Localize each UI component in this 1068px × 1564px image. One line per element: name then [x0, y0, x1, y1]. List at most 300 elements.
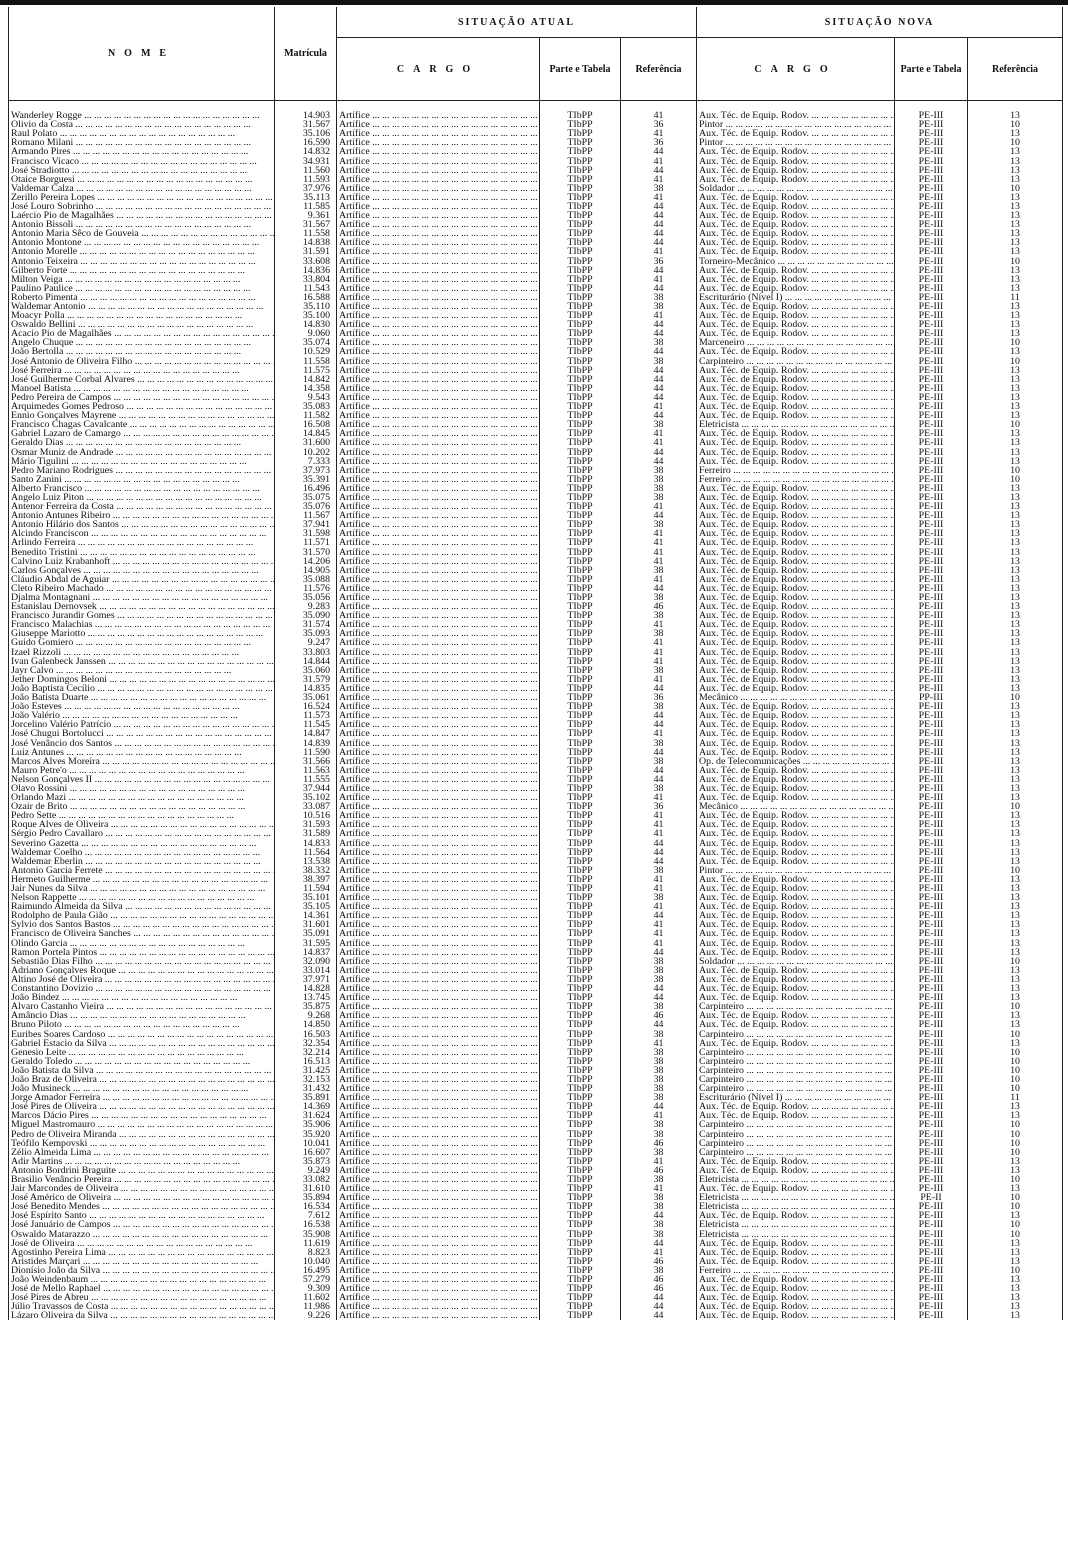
parte-tabela-nova-cell: PE-III: [895, 939, 968, 948]
cargo-nova-cell: Aux. Téc. de Equip. Rodov. ... .: [697, 1239, 895, 1248]
cargo-atual-cell: Artífice ... .: [337, 1139, 540, 1148]
table-row: [9, 347, 1063, 356]
parte-tabela-nova-cell: PE-III: [895, 384, 968, 393]
parte-tabela-nova-cell: PE-III: [895, 493, 968, 502]
matricula-cell: 7.333: [275, 457, 337, 466]
cargo-nova-cell: Escriturário (Nível I) ... .: [697, 293, 895, 302]
parte-tabela-atual-cell: TIbPP: [540, 193, 621, 202]
table-row: [9, 593, 1063, 602]
cargo-atual-cell: Artífice ... .: [337, 1302, 540, 1311]
referencia-atual-cell: 44: [621, 329, 697, 338]
matricula-cell: 14.903: [275, 111, 337, 120]
parte-tabela-atual-cell: TIbPP: [540, 1029, 621, 1038]
parte-tabela-nova-cell: PE-III: [895, 147, 968, 156]
parte-tabela-atual-cell: TIbPP: [540, 729, 621, 738]
cargo-nova-cell: Aux. Téc. de Equip. Rodov. ... .: [697, 1166, 895, 1175]
nome-cell: Alvaro Castanho Vieira ... .: [9, 1002, 275, 1011]
nome-cell: Antonio Antunes Ribeiro ... .: [9, 511, 275, 520]
parte-tabela-atual-cell: TIbPP: [540, 1302, 621, 1311]
parte-tabela-atual-cell: TIbPP: [540, 475, 621, 484]
matricula-cell: 10.040: [275, 1257, 337, 1266]
matricula-cell: 33.087: [275, 802, 337, 811]
cargo-nova-cell: Aux. Téc. de Equip. Rodov. ... .: [697, 1257, 895, 1266]
table-row: [9, 257, 1063, 266]
referencia-atual-cell: 46: [621, 1275, 697, 1284]
parte-tabela-nova-cell: PE-III: [895, 156, 968, 165]
referencia-atual-cell: 44: [621, 1302, 697, 1311]
table-row: [9, 1157, 1063, 1166]
matricula-cell: 35.105: [275, 902, 337, 911]
parte-tabela-atual-cell: TIbPP: [540, 384, 621, 393]
nome-cell: José Espírito Santo ... .: [9, 1211, 275, 1220]
cargo-atual-cell: Artífice ... .: [337, 447, 540, 456]
cargo-atual-cell: Artífice ... .: [337, 520, 540, 529]
parte-tabela-nova-cell: PE-III: [895, 575, 968, 584]
parte-tabela-atual-cell: TIbPP: [540, 1057, 621, 1066]
referencia-atual-cell: 38: [621, 1202, 697, 1211]
parte-tabela-atual-cell: TIbPP: [540, 1120, 621, 1129]
cargo-atual-cell: Artífice ... .: [337, 1266, 540, 1275]
referencia-nova-cell: 13: [968, 684, 1063, 693]
cargo-nova-cell: Aux. Téc. de Equip. Rodov. ... .: [697, 1020, 895, 1029]
matricula-cell: 14.830: [275, 320, 337, 329]
parte-tabela-nova-cell: PE-III: [895, 657, 968, 666]
referencia-nova-cell: 13: [968, 702, 1063, 711]
table-row: [9, 1066, 1063, 1075]
referencia-nova-cell: 13: [968, 920, 1063, 929]
parte-tabela-atual-cell: TIbPP: [540, 566, 621, 575]
referencia-atual-cell: 41: [621, 275, 697, 284]
nome-cell: Jair Nunes da Silva ... .: [9, 884, 275, 893]
referencia-nova-cell: 10: [968, 1075, 1063, 1084]
referencia-nova-cell: 13: [968, 548, 1063, 557]
cargo-atual-cell: Artífice ... .: [337, 929, 540, 938]
cargo-atual-cell: Artífice ... .: [337, 548, 540, 557]
matricula-cell: 10.516: [275, 811, 337, 820]
table-row: [9, 166, 1063, 175]
nome-cell: Armando Pires ... .: [9, 147, 275, 156]
referencia-atual-cell: 38: [621, 1066, 697, 1075]
matricula-cell: 14.905: [275, 566, 337, 575]
referencia-nova-cell: 13: [968, 993, 1063, 1002]
table-row: [9, 138, 1063, 147]
matricula-cell: 11.594: [275, 884, 337, 893]
referencia-nova-cell: 13: [968, 1275, 1063, 1284]
parte-tabela-nova-cell: PE-III: [895, 211, 968, 220]
matricula-cell: 31.600: [275, 438, 337, 447]
cargo-atual-cell: Artífice ... .: [337, 839, 540, 848]
cargo-nova-cell: Aux. Téc. de Equip. Rodov. ... .: [697, 220, 895, 229]
cargo-atual-cell: Artífice ... .: [337, 1202, 540, 1211]
parte-tabela-atual-cell: TIbPP: [540, 538, 621, 547]
cargo-nova-cell: Aux. Téc. de Equip. Rodov. ... .: [697, 1284, 895, 1293]
table-row: [9, 366, 1063, 375]
matricula-cell: 35.091: [275, 929, 337, 938]
table-row: [9, 1184, 1063, 1193]
cargo-atual-cell: Artífice ... .: [337, 984, 540, 993]
parte-tabela-nova-cell: PE-III: [895, 275, 968, 284]
referencia-nova-cell: 10: [968, 475, 1063, 484]
cargo-atual-cell: Artífice ... .: [337, 111, 540, 120]
referencia-atual-cell: 41: [621, 875, 697, 884]
cargo-atual-cell: Artífice ... .: [337, 1239, 540, 1248]
matricula-cell: 11.576: [275, 584, 337, 593]
parte-tabela-atual-cell: TIbPP: [540, 366, 621, 375]
referencia-nova-cell: 13: [968, 766, 1063, 775]
nome-cell: João Baptista Cecílio ... .: [9, 684, 275, 693]
referencia-atual-cell: 38: [621, 629, 697, 638]
nome-cell: João Bindez ... .: [9, 993, 275, 1002]
parte-tabela-nova-cell: PE-III: [895, 447, 968, 456]
cargo-nova-cell: Aux. Téc. de Equip. Rodov. ... .: [697, 966, 895, 975]
referencia-nova-cell: 13: [968, 266, 1063, 275]
parte-tabela-nova-cell: PE-III: [895, 284, 968, 293]
referencia-atual-cell: 41: [621, 557, 697, 566]
referencia-nova-cell: 13: [968, 111, 1063, 120]
table-row: [9, 1275, 1063, 1284]
referencia-nova-cell: 10: [968, 1175, 1063, 1184]
referencia-atual-cell: 44: [621, 775, 697, 784]
cargo-nova-cell: Aux. Téc. de Equip. Rodov. ... .: [697, 766, 895, 775]
referencia-atual-cell: 41: [621, 793, 697, 802]
cargo-nova-cell: Aux. Téc. de Equip. Rodov. ... .: [697, 175, 895, 184]
parte-tabela-atual-cell: TIbPP: [540, 702, 621, 711]
matricula-cell: 14.847: [275, 729, 337, 738]
cargo-atual-cell: Artífice ... .: [337, 802, 540, 811]
nome-cell: João Weindenbaum ... .: [9, 1275, 275, 1284]
referencia-nova-cell: 13: [968, 166, 1063, 175]
referencia-nova-cell: 13: [968, 638, 1063, 647]
matricula-cell: 11.564: [275, 848, 337, 857]
nome-cell: Ivan Galenbeck Janssen ... .: [9, 657, 275, 666]
parte-tabela-nova-cell: PE-III: [895, 884, 968, 893]
parte-tabela-nova-cell: PE-III: [895, 1075, 968, 1084]
nome-cell: Francisco Jurandir Gomes ... .: [9, 611, 275, 620]
parte-tabela-atual-cell: TIbPP: [540, 1230, 621, 1239]
cargo-atual-cell: Artífice ... .: [337, 1075, 540, 1084]
matricula-cell: 14.839: [275, 738, 337, 747]
cargo-atual-cell: Artífice ... .: [337, 1230, 540, 1239]
nome-cell: Antonio Maria Sêco de Gouveia ... .: [9, 229, 275, 238]
referencia-nova-cell: 13: [968, 1211, 1063, 1220]
parte-tabela-nova-cell: PE-III: [895, 766, 968, 775]
matricula-cell: 31.567: [275, 220, 337, 229]
parte-tabela-nova-cell: PE-III: [895, 1266, 968, 1275]
parte-tabela-atual-cell: TIbPP: [540, 502, 621, 511]
nome-cell: Romano Milani ... .: [9, 138, 275, 147]
cargo-nova-cell: Aux. Téc. de Equip. Rodov. ... .: [697, 484, 895, 493]
nome-cell: Raul Polato ... .: [9, 129, 275, 138]
cargo-nova-cell: Aux. Téc. de Equip. Rodov. ... .: [697, 566, 895, 575]
table-row: [9, 1057, 1063, 1066]
parte-tabela-atual-cell: TIbPP: [540, 1002, 621, 1011]
parte-tabela-atual-cell: TIbPP: [540, 147, 621, 156]
matricula-cell: 11.545: [275, 720, 337, 729]
matricula-cell: 11.560: [275, 166, 337, 175]
matricula-cell: 10.041: [275, 1139, 337, 1148]
referencia-nova-cell: 13: [968, 411, 1063, 420]
referencia-nova-cell: 13: [968, 211, 1063, 220]
cargo-atual-cell: Artífice ... .: [337, 147, 540, 156]
nome-cell: José Januário de Campos ... .: [9, 1220, 275, 1229]
nome-cell: Valdemar Calza ... .: [9, 184, 275, 193]
parte-tabela-nova-cell: PE-III: [895, 266, 968, 275]
table-row: [9, 1130, 1063, 1139]
nome-cell: Hermeto Guilherme ... .: [9, 875, 275, 884]
parte-tabela-atual-cell: TIbPP: [540, 520, 621, 529]
matricula-cell: 11.543: [275, 284, 337, 293]
parte-tabela-atual-cell: TIbPP: [540, 784, 621, 793]
cargo-nova-cell: Aux. Téc. de Equip. Rodov. ... .: [697, 575, 895, 584]
matricula-cell: 31.579: [275, 675, 337, 684]
table-row: [9, 247, 1063, 256]
referencia-atual-cell: 44: [621, 411, 697, 420]
cargo-nova-cell: Carpinteiro ... .: [697, 1084, 895, 1093]
matricula-cell: 31.589: [275, 829, 337, 838]
matricula-cell: 33.608: [275, 257, 337, 266]
cargo-nova-cell: Aux. Téc. de Equip. Rodov. ... .: [697, 529, 895, 538]
referencia-nova-cell: 10: [968, 1148, 1063, 1157]
cargo-atual-cell: Artífice ... .: [337, 611, 540, 620]
matricula-cell: 31.598: [275, 529, 337, 538]
referencia-atual-cell: 38: [621, 1029, 697, 1038]
referencia-nova-cell: 13: [968, 620, 1063, 629]
parte-tabela-atual-cell: TIbPP: [540, 711, 621, 720]
parte-tabela-atual-cell: TIbPP: [540, 920, 621, 929]
nome-cell: Miguel Mastromauro ... .: [9, 1120, 275, 1129]
matricula-cell: 14.836: [275, 266, 337, 275]
nome-cell: Mário Tigulini ... .: [9, 457, 275, 466]
referencia-nova-cell: 13: [968, 848, 1063, 857]
referencia-nova-cell: 13: [968, 602, 1063, 611]
referencia-nova-cell: 13: [968, 156, 1063, 165]
referencia-atual-cell: 44: [621, 147, 697, 156]
referencia-atual-cell: 44: [621, 457, 697, 466]
parte-tabela-nova-cell: PE-III: [895, 220, 968, 229]
cargo-atual-cell: Artífice ... .: [337, 557, 540, 566]
matricula-cell: 35.106: [275, 129, 337, 138]
referencia-atual-cell: 44: [621, 1293, 697, 1302]
referencia-atual-cell: 41: [621, 820, 697, 829]
referencia-nova-cell: 13: [968, 948, 1063, 957]
referencia-nova-cell: 10: [968, 1230, 1063, 1239]
table-row: [9, 1248, 1063, 1257]
nome-cell: José Pires de Abreu ... .: [9, 1293, 275, 1302]
cargo-atual-cell: Artífice ... .: [337, 1148, 540, 1157]
table-row: [9, 702, 1063, 711]
cargo-nova-cell: Eletricista ... .: [697, 1230, 895, 1239]
table-row: [9, 893, 1063, 902]
cargo-nova-cell: Aux. Téc. de Equip. Rodov. ... .: [697, 584, 895, 593]
parte-tabela-atual-cell: TIbPP: [540, 1075, 621, 1084]
matricula-cell: 38.397: [275, 875, 337, 884]
matricula-cell: 9.283: [275, 602, 337, 611]
parte-tabela-nova-cell: PE-III: [895, 948, 968, 957]
referencia-nova-cell: 10: [968, 1220, 1063, 1229]
referencia-atual-cell: 38: [621, 566, 697, 575]
cargo-nova-cell: Aux. Téc. de Equip. Rodov. ... .: [697, 1275, 895, 1284]
cargo-atual-cell: Artífice ... .: [337, 502, 540, 511]
cargo-nova-cell: Eletricista ... .: [697, 420, 895, 429]
referencia-atual-cell: 38: [621, 1120, 697, 1129]
referencia-nova-cell: 10: [968, 257, 1063, 266]
table-row: [9, 238, 1063, 247]
table-row: [9, 1239, 1063, 1248]
matricula-cell: 33.804: [275, 275, 337, 284]
parte-tabela-nova-cell: PE-III: [895, 702, 968, 711]
parte-tabela-atual-cell: TIbPP: [540, 620, 621, 629]
table-row: [9, 320, 1063, 329]
parte-tabela-nova-cell: PE-III: [895, 748, 968, 757]
table-row: [9, 402, 1063, 411]
matricula-cell: 33.803: [275, 648, 337, 657]
parte-tabela-nova-cell: PE-III: [895, 329, 968, 338]
header-situacao-atual: SITUAÇÃO ATUAL: [337, 7, 697, 38]
parte-tabela-atual-cell: TIbPP: [540, 557, 621, 566]
cargo-nova-cell: Aux. Téc. de Equip. Rodov. ... .: [697, 156, 895, 165]
parte-tabela-nova-cell: PE-III: [895, 320, 968, 329]
table-row: [9, 548, 1063, 557]
referencia-atual-cell: 41: [621, 438, 697, 447]
parte-tabela-nova-cell: PE-III: [895, 1230, 968, 1239]
cargo-nova-cell: Aux. Téc. de Equip. Rodov. ... .: [697, 302, 895, 311]
parte-tabela-nova-cell: PE-III: [895, 347, 968, 356]
parte-tabela-nova-cell: PE-III: [895, 1175, 968, 1184]
nome-cell: Amâncio Dias ... .: [9, 1011, 275, 1020]
cargo-nova-cell: Aux. Téc. de Equip. Rodov. ... .: [697, 811, 895, 820]
referencia-nova-cell: 13: [968, 666, 1063, 675]
header-matricula: Matrícula: [275, 7, 337, 101]
cargo-nova-cell: Carpinteiro ... .: [697, 1130, 895, 1139]
cargo-nova-cell: Aux. Téc. de Equip. Rodov. ... .: [697, 511, 895, 520]
cargo-atual-cell: Artífice ... .: [337, 1193, 540, 1202]
parte-tabela-atual-cell: TIbPP: [540, 602, 621, 611]
referencia-atual-cell: 41: [621, 156, 697, 165]
cargo-nova-cell: Aux. Téc. de Equip. Rodov. ... .: [697, 538, 895, 547]
parte-tabela-nova-cell: PE-III: [895, 811, 968, 820]
nome-cell: Olavo Rossini ... .: [9, 784, 275, 793]
table-row: [9, 484, 1063, 493]
cargo-nova-cell: Aux. Téc. de Equip. Rodov. ... .: [697, 629, 895, 638]
cargo-nova-cell: Aux. Téc. de Equip. Rodov. ... .: [697, 375, 895, 384]
cargo-atual-cell: Artífice ... .: [337, 738, 540, 747]
matricula-cell: 7.612: [275, 1211, 337, 1220]
table-row: [9, 784, 1063, 793]
parte-tabela-atual-cell: TIbPP: [540, 848, 621, 857]
matricula-cell: 33.082: [275, 1175, 337, 1184]
referencia-nova-cell: 13: [968, 584, 1063, 593]
referencia-nova-cell: 13: [968, 729, 1063, 738]
nome-cell: Antonio Morelle ... .: [9, 247, 275, 256]
cargo-nova-cell: Aux. Téc. de Equip. Rodov. ... .: [697, 275, 895, 284]
parte-tabela-nova-cell: PE-III: [895, 920, 968, 929]
cargo-nova-cell: Aux. Téc. de Equip. Rodov. ... .: [697, 347, 895, 356]
table-spacer-row: [9, 101, 1063, 112]
referencia-nova-cell: 10: [968, 1002, 1063, 1011]
nome-cell: Ramon Portela Pintos ... .: [9, 948, 275, 957]
referencia-nova-cell: 10: [968, 1202, 1063, 1211]
matricula-cell: 14.361: [275, 911, 337, 920]
referencia-atual-cell: 38: [621, 302, 697, 311]
matricula-cell: 16.588: [275, 293, 337, 302]
nome-cell: Orlando Mazi ... .: [9, 793, 275, 802]
referencia-atual-cell: 38: [621, 1093, 697, 1102]
table-row: [9, 1211, 1063, 1220]
cargo-nova-cell: Aux. Téc. de Equip. Rodov. ... .: [697, 229, 895, 238]
cargo-nova-cell: Torneiro-Mecânico ... .: [697, 257, 895, 266]
parte-tabela-nova-cell: PE-III: [895, 738, 968, 747]
parte-tabela-nova-cell: PE-III: [895, 857, 968, 866]
matricula-cell: 35.075: [275, 493, 337, 502]
table-row: [9, 538, 1063, 547]
nome-cell: Bruno Piloto ... .: [9, 1020, 275, 1029]
parte-tabela-atual-cell: TIbPP: [540, 839, 621, 848]
cargo-atual-cell: Artífice ... .: [337, 693, 540, 702]
table-row: [9, 375, 1063, 384]
referencia-nova-cell: 11: [968, 293, 1063, 302]
parte-tabela-nova-cell: PE-III: [895, 1275, 968, 1284]
parte-tabela-nova-cell: PE-III: [895, 593, 968, 602]
parte-tabela-atual-cell: TIbPP: [540, 320, 621, 329]
parte-tabela-atual-cell: TIbPP: [540, 993, 621, 1002]
table-row: [9, 411, 1063, 420]
parte-tabela-atual-cell: TIbPP: [540, 1239, 621, 1248]
matricula-cell: 35.061: [275, 693, 337, 702]
referencia-atual-cell: 41: [621, 502, 697, 511]
table-row: [9, 266, 1063, 275]
parte-tabela-atual-cell: TIbPP: [540, 1266, 621, 1275]
referencia-atual-cell: 46: [621, 1257, 697, 1266]
nome-cell: José Chugui Bortolucci ... .: [9, 729, 275, 738]
cargo-nova-cell: Aux. Téc. de Equip. Rodov. ... .: [697, 111, 895, 120]
referencia-nova-cell: 13: [968, 748, 1063, 757]
parte-tabela-atual-cell: TIbPP: [540, 275, 621, 284]
parte-tabela-nova-cell: PE-III: [895, 993, 968, 1002]
personnel-table: [8, 7, 1063, 1320]
cargo-nova-cell: Aux. Téc. de Equip. Rodov. ... .: [697, 593, 895, 602]
table-row: [9, 1093, 1063, 1102]
cargo-nova-cell: Eletricista ... .: [697, 1193, 895, 1202]
matricula-cell: 31.425: [275, 1066, 337, 1075]
nome-cell: José Antonio de Oliveira Filho ... .: [9, 357, 275, 366]
matricula-cell: 35.076: [275, 502, 337, 511]
table-row: [9, 520, 1063, 529]
parte-tabela-atual-cell: TIbPP: [540, 875, 621, 884]
matricula-cell: 11.986: [275, 1302, 337, 1311]
nome-cell: Pedro Mariano Rodrigues ... .: [9, 466, 275, 475]
referencia-atual-cell: 38: [621, 484, 697, 493]
table-row: [9, 1020, 1063, 1029]
table-row: [9, 620, 1063, 629]
parte-tabela-atual-cell: TIbPP: [540, 484, 621, 493]
nome-cell: Teófilo Kempovski ... .: [9, 1139, 275, 1148]
referencia-nova-cell: 13: [968, 284, 1063, 293]
cargo-atual-cell: Artífice ... .: [337, 1020, 540, 1029]
cargo-nova-cell: Soldador ... .: [697, 184, 895, 193]
cargo-atual-cell: Artífice ... .: [337, 584, 540, 593]
matricula-cell: 35.090: [275, 611, 337, 620]
matricula-cell: 35.102: [275, 793, 337, 802]
referencia-atual-cell: 38: [621, 1075, 697, 1084]
referencia-nova-cell: 13: [968, 129, 1063, 138]
nome-cell: Severino Gazetta ... .: [9, 839, 275, 848]
parte-tabela-nova-cell: PE-III: [895, 129, 968, 138]
cargo-nova-cell: Aux. Téc. de Equip. Rodov. ... .: [697, 829, 895, 838]
matricula-cell: 14.842: [275, 375, 337, 384]
nome-cell: Nelson Gonçalves II ... .: [9, 775, 275, 784]
referencia-nova-cell: 13: [968, 1284, 1063, 1293]
parte-tabela-nova-cell: PE-III: [895, 120, 968, 129]
